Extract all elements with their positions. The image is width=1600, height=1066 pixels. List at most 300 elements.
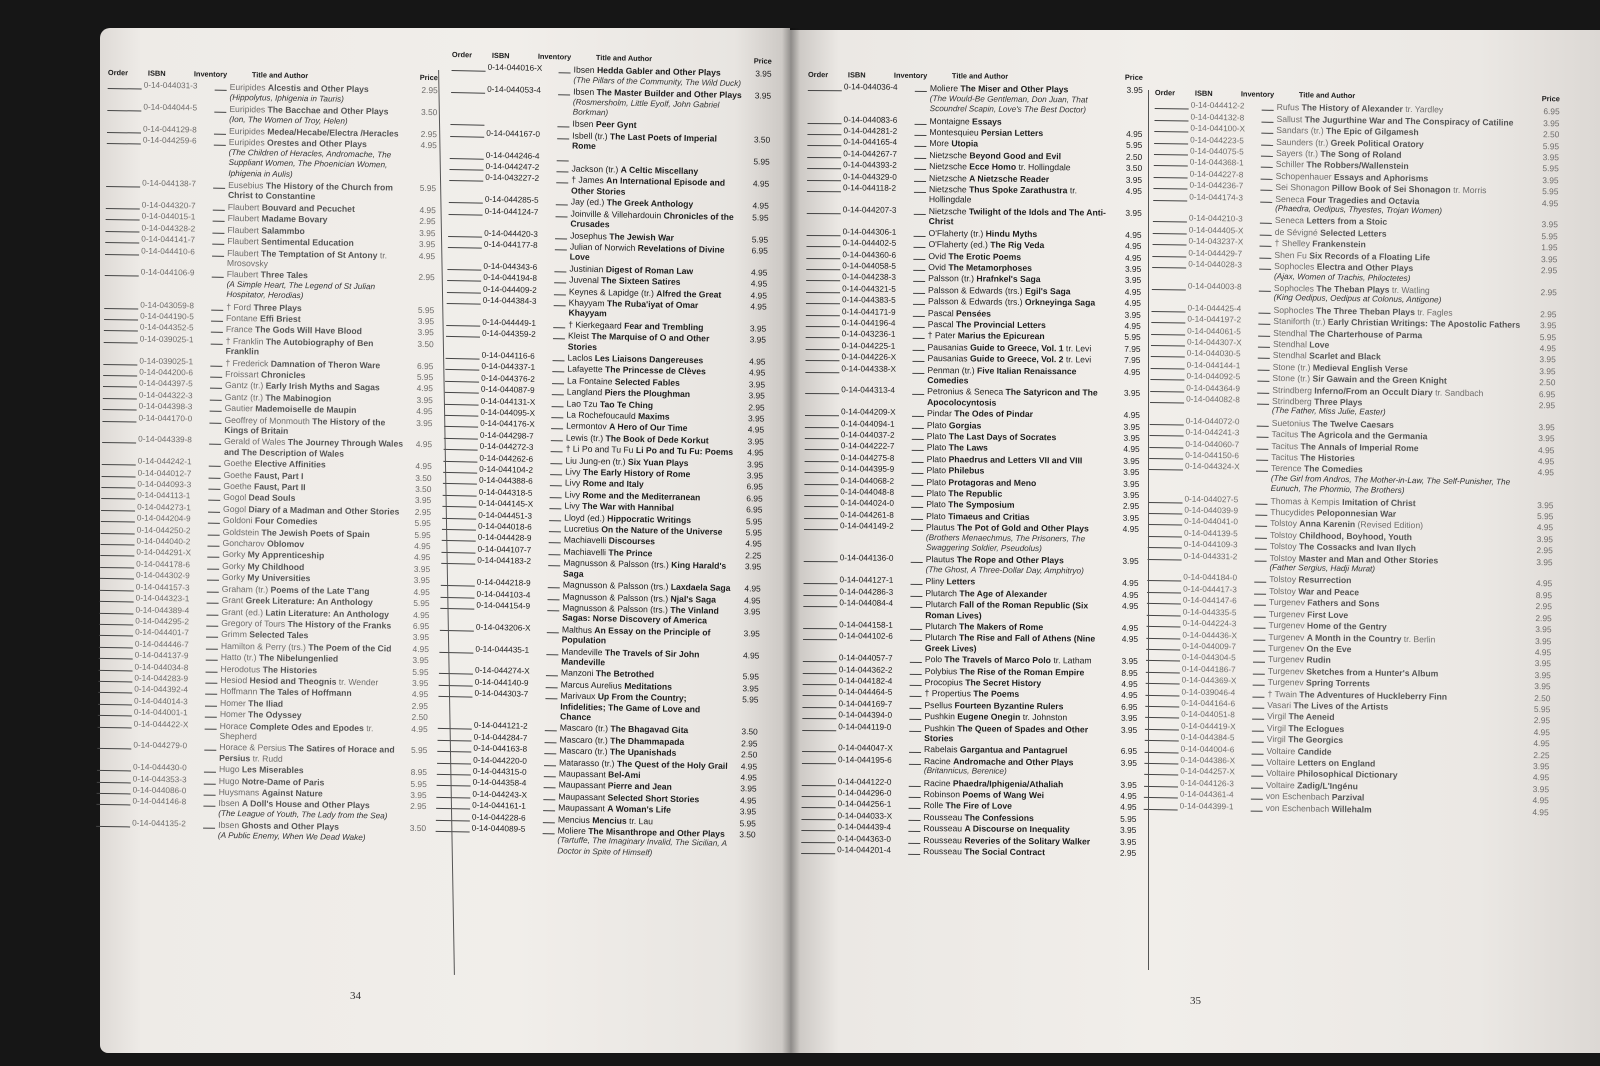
inventory-field (1260, 238, 1272, 247)
order-quantity-field[interactable] (448, 227, 482, 237)
order-quantity-field[interactable] (1154, 135, 1188, 145)
order-quantity-field[interactable] (1153, 180, 1187, 190)
order-quantity-field[interactable] (1149, 461, 1183, 471)
author-name: Jay (ed.) (570, 196, 605, 208)
book-price: 6.95 (412, 620, 430, 632)
order-quantity-field[interactable] (449, 194, 483, 204)
order-quantity-field[interactable] (1148, 505, 1182, 515)
title-and-author (570, 241, 744, 265)
order-quantity-field[interactable] (1150, 383, 1184, 393)
order-quantity-field[interactable] (107, 124, 141, 134)
inventory-field (1259, 261, 1271, 270)
order-quantity-field[interactable] (104, 311, 138, 321)
book-price: 3.95 (1125, 174, 1143, 185)
order-quantity-field[interactable] (99, 616, 133, 626)
order-quantity-field[interactable] (98, 718, 132, 728)
author-name: Turgenev (1268, 608, 1305, 620)
book-price: 4.95 (416, 383, 434, 394)
order-quantity-field[interactable] (801, 834, 835, 843)
book-title: The Last Poets of Imperial Rome (571, 131, 718, 152)
order-quantity-field[interactable] (1146, 675, 1180, 685)
order-quantity-field[interactable] (803, 631, 837, 640)
order-quantity-field[interactable] (803, 665, 837, 674)
author-name: de Sévigné (1274, 226, 1318, 238)
order-quantity-field[interactable] (805, 441, 839, 450)
order-quantity-field[interactable] (444, 418, 478, 428)
order-quantity-field[interactable] (801, 811, 835, 820)
order-quantity-field[interactable] (443, 487, 477, 497)
order-quantity-field[interactable] (1153, 213, 1187, 223)
order-quantity-field[interactable] (105, 245, 139, 255)
order-quantity-field[interactable] (102, 434, 136, 444)
order-quantity-field[interactable] (444, 407, 478, 417)
order-quantity-field[interactable] (802, 755, 836, 764)
book-price: 3.95 (743, 627, 760, 639)
order-quantity-field[interactable] (106, 211, 140, 221)
order-quantity-field[interactable] (1151, 326, 1185, 336)
order-quantity-field[interactable] (1147, 572, 1181, 582)
isbn-number: 0-14-039025-1 (139, 334, 194, 345)
order-quantity-field[interactable] (801, 845, 835, 854)
order-quantity-field[interactable] (802, 777, 836, 786)
order-quantity-field[interactable] (804, 553, 838, 562)
inventory-field (1255, 495, 1267, 504)
order-quantity-field[interactable] (802, 722, 836, 731)
isbn-number: 0-14-039025-1 (139, 356, 194, 366)
order-quantity-field[interactable] (443, 464, 477, 474)
order-quantity-field[interactable] (449, 172, 483, 182)
order-quantity-field[interactable] (807, 183, 841, 192)
isbn-number: 0-14-044147-6 (1182, 595, 1237, 606)
order-quantity-field[interactable] (1153, 236, 1187, 246)
order-quantity-field[interactable] (102, 456, 136, 466)
isbn-number: 0-14-044337-1 (481, 362, 536, 373)
order-quantity-field[interactable] (805, 385, 839, 394)
order-quantity-field[interactable] (99, 650, 133, 660)
order-quantity-field[interactable] (100, 559, 134, 569)
order-quantity-field[interactable] (1148, 516, 1182, 526)
isbn-number: 0-14-044093-3 (137, 479, 192, 490)
order-quantity-field[interactable] (1151, 360, 1185, 370)
order-quantity-field[interactable] (452, 62, 486, 72)
order-quantity-field[interactable] (103, 378, 137, 388)
order-quantity-field[interactable] (806, 341, 840, 350)
book-price: 3.95 (743, 606, 761, 617)
order-quantity-field[interactable] (103, 367, 137, 377)
order-quantity-field[interactable] (1154, 123, 1188, 133)
book-price: 2.95 (741, 737, 758, 749)
order-quantity-field[interactable] (449, 161, 483, 171)
order-quantity-field[interactable] (1153, 192, 1187, 202)
book-price: 3.95 (1538, 421, 1555, 433)
order-quantity-field[interactable] (805, 453, 839, 462)
order-quantity-field[interactable] (806, 272, 840, 281)
book-title: A Doll's House and Other Plays (241, 798, 370, 811)
order-quantity-field[interactable] (441, 577, 475, 587)
order-quantity-field[interactable] (107, 135, 141, 145)
book-title: Selected Tales (249, 629, 309, 641)
order-quantity-field[interactable] (804, 476, 838, 485)
order-quantity-field[interactable] (1145, 686, 1179, 696)
order-quantity-field[interactable] (1145, 721, 1179, 731)
book-title: Zadig/L'Ingénu (1297, 780, 1358, 792)
order-quantity-field[interactable] (805, 419, 839, 428)
order-quantity-field[interactable] (806, 249, 840, 258)
order-quantity-field[interactable] (806, 318, 840, 327)
order-quantity-field[interactable] (97, 762, 131, 772)
order-quantity-field[interactable] (445, 373, 479, 383)
inventory-field (1253, 654, 1265, 663)
author-name: Tolstoy (1269, 541, 1297, 552)
order-quantity-field[interactable] (98, 684, 132, 694)
book-title: A Celtic Miscellany (620, 164, 699, 177)
order-quantity-field[interactable] (1153, 225, 1187, 235)
order-quantity-field[interactable] (1151, 314, 1185, 324)
book-title: Beyond Good and Evil (969, 150, 1062, 162)
order-quantity-field[interactable] (1151, 337, 1185, 347)
order-quantity-field[interactable] (803, 598, 837, 607)
book-title: Home of the Gentry (1306, 620, 1387, 632)
title-and-author (928, 296, 1117, 308)
isbn-number: 0-14-044034-8 (134, 662, 189, 672)
isbn-number: 0-14-044315-0 (472, 766, 527, 777)
order-quantity-field[interactable] (439, 665, 473, 675)
order-quantity-field[interactable] (450, 116, 484, 126)
order-quantity-field[interactable] (802, 799, 836, 808)
book-title: Faust, Part II (253, 481, 306, 493)
order-quantity-field[interactable] (103, 401, 137, 411)
order-quantity-field[interactable] (1147, 595, 1181, 605)
order-quantity-field[interactable] (807, 160, 841, 169)
isbn-number: 0-14-044275-8 (840, 453, 895, 463)
order-quantity-field[interactable] (1150, 394, 1184, 404)
inventory-field (211, 324, 223, 333)
order-quantity-field[interactable] (802, 710, 836, 719)
order-quantity-field[interactable] (807, 205, 841, 214)
book-title: The History of Alexander (1301, 102, 1404, 115)
order-quantity-field[interactable] (804, 464, 838, 473)
order-quantity-field[interactable] (447, 261, 481, 271)
order-quantity-field[interactable] (1154, 146, 1188, 156)
order-quantity-field[interactable] (804, 575, 838, 584)
order-quantity-field[interactable] (1150, 416, 1184, 426)
order-quantity-field[interactable] (108, 80, 142, 90)
order-quantity-field[interactable] (98, 696, 132, 706)
order-quantity-field[interactable] (807, 149, 841, 158)
order-quantity-field[interactable] (438, 688, 472, 698)
order-quantity-field[interactable] (1145, 698, 1179, 708)
isbn-number: 0-14-044149-2 (839, 521, 894, 532)
isbn-number: 0-14-044154-9 (476, 600, 531, 611)
book-price: 4.95 (1125, 185, 1143, 196)
order-quantity-field[interactable] (446, 328, 480, 338)
order-quantity-field[interactable] (1151, 303, 1185, 313)
book-title: Selected Short Stories (607, 792, 700, 805)
order-quantity-field[interactable] (803, 676, 837, 685)
order-quantity-field[interactable] (445, 396, 479, 406)
order-quantity-field[interactable] (1150, 427, 1184, 437)
order-quantity-field[interactable] (1154, 157, 1188, 167)
order-quantity-field[interactable] (804, 487, 838, 496)
order-quantity-field[interactable] (97, 785, 131, 795)
order-quantity-field[interactable] (101, 513, 135, 523)
order-quantity-field[interactable] (443, 453, 477, 463)
order-quantity-field[interactable] (101, 502, 135, 512)
order-quantity-field[interactable] (803, 587, 837, 596)
order-quantity-field[interactable] (1147, 618, 1181, 628)
inventory-field (554, 297, 566, 306)
order-quantity-field[interactable] (105, 267, 139, 277)
order-quantity-field[interactable] (103, 356, 137, 366)
order-quantity-field[interactable] (100, 547, 134, 557)
order-quantity-field[interactable] (102, 413, 136, 423)
order-quantity-field[interactable] (447, 283, 481, 293)
header-price: Price (753, 56, 772, 66)
isbn-number: 0-14-044272-3 (479, 441, 534, 453)
order-quantity-field[interactable] (1152, 281, 1186, 291)
book-price: 2.95 (420, 128, 438, 140)
order-quantity-field[interactable] (805, 407, 839, 416)
order-quantity-field[interactable] (105, 223, 139, 233)
book-price: 4.95 (749, 356, 766, 367)
order-quantity-field[interactable] (449, 206, 483, 216)
title-and-author (573, 65, 747, 89)
isbn-number: 0-14-044267-7 (843, 149, 898, 159)
book-price: 4.95 (413, 609, 430, 620)
author-name: Turgenev (1268, 619, 1305, 631)
order-quantity-field[interactable] (107, 102, 141, 112)
order-quantity-field[interactable] (105, 234, 139, 244)
order-quantity-field[interactable] (807, 172, 841, 181)
order-quantity-field[interactable] (101, 490, 135, 500)
order-quantity-field[interactable] (437, 743, 471, 753)
title-and-author (229, 82, 413, 106)
order-quantity-field[interactable] (807, 137, 841, 146)
order-quantity-field[interactable] (1145, 743, 1179, 753)
inventory-field (549, 523, 561, 532)
order-quantity-field[interactable] (801, 822, 835, 831)
order-quantity-field[interactable] (104, 300, 138, 310)
order-quantity-field[interactable] (447, 272, 481, 282)
order-quantity-field[interactable] (442, 498, 476, 508)
order-quantity-field[interactable] (446, 350, 480, 360)
book-price: 4.95 (739, 795, 757, 806)
order-quantity-field[interactable] (1148, 528, 1182, 538)
order-quantity-field[interactable] (1145, 732, 1179, 742)
order-quantity-field[interactable] (99, 639, 133, 649)
order-quantity-field[interactable] (1148, 551, 1182, 561)
author-name: Flaubert (227, 247, 259, 258)
order-quantity-field[interactable] (808, 82, 842, 91)
order-quantity-field[interactable] (805, 352, 839, 361)
order-quantity-field[interactable] (441, 588, 475, 598)
translator-note: tr. Shepherd (219, 722, 374, 742)
order-quantity-field[interactable] (96, 796, 130, 806)
isbn-number: 0-14-044364-9 (1186, 383, 1241, 393)
order-quantity-field[interactable] (101, 479, 135, 489)
order-quantity-field[interactable] (101, 525, 135, 535)
order-quantity-field[interactable] (1154, 112, 1188, 122)
title-and-author (925, 677, 1114, 689)
inventory-field (1251, 802, 1263, 811)
order-quantity-field[interactable] (1154, 169, 1188, 179)
order-quantity-field[interactable] (437, 777, 471, 787)
order-quantity-field[interactable] (436, 811, 470, 821)
book-price: 5.95 (1541, 230, 1558, 242)
order-quantity-field[interactable] (1149, 450, 1183, 460)
order-quantity-field[interactable] (439, 643, 473, 653)
order-quantity-field[interactable] (1146, 664, 1180, 674)
isbn-number: 0-14-044392-4 (134, 684, 189, 695)
order-quantity-field[interactable] (104, 334, 138, 344)
title-and-author (926, 477, 1115, 489)
order-quantity-field[interactable] (806, 295, 840, 304)
order-quantity-field[interactable] (106, 200, 140, 210)
order-quantity-field[interactable] (1148, 494, 1182, 504)
isbn-number: 0-14-044204-9 (136, 513, 191, 524)
order-quantity-field[interactable] (1147, 607, 1181, 617)
order-quantity-field[interactable] (101, 536, 135, 546)
order-quantity-field[interactable] (807, 227, 841, 236)
order-quantity-field[interactable] (440, 600, 474, 610)
order-quantity-field[interactable] (806, 261, 840, 270)
inventory-field (909, 700, 921, 709)
order-quantity-field[interactable] (98, 707, 132, 717)
order-quantity-field[interactable] (438, 720, 472, 730)
order-quantity-field[interactable] (103, 390, 137, 400)
order-quantity-field[interactable] (437, 766, 471, 776)
isbn-number: 0-14-044190-5 (140, 311, 194, 322)
book-price: 5.95 (1125, 140, 1143, 151)
order-quantity-field[interactable] (104, 322, 138, 332)
order-quantity-field[interactable] (804, 498, 838, 507)
inventory-field (1252, 722, 1264, 731)
order-quantity-field[interactable] (802, 743, 836, 752)
order-quantity-field[interactable] (1148, 539, 1182, 549)
order-quantity-field[interactable] (437, 754, 471, 764)
order-quantity-field[interactable] (1150, 371, 1184, 381)
order-quantity-field[interactable] (438, 732, 472, 742)
order-quantity-field[interactable] (806, 284, 840, 293)
order-quantity-field[interactable] (1147, 584, 1181, 594)
order-quantity-field[interactable] (440, 622, 474, 632)
order-quantity-field[interactable] (1144, 778, 1178, 788)
order-quantity-field[interactable] (450, 150, 484, 160)
book-price: 6.95 (746, 493, 763, 504)
order-quantity-field[interactable] (436, 800, 470, 810)
order-quantity-field[interactable] (1144, 766, 1178, 776)
isbn-number: 0-14-044302-9 (135, 570, 190, 581)
order-quantity-field[interactable] (447, 295, 481, 305)
order-quantity-field[interactable] (805, 364, 839, 373)
inventory-field (913, 262, 925, 271)
order-quantity-field[interactable] (445, 361, 479, 371)
order-quantity-field[interactable] (100, 570, 134, 580)
order-quantity-field[interactable] (100, 593, 134, 603)
order-quantity-field[interactable] (803, 687, 837, 696)
order-quantity-field[interactable] (1146, 629, 1180, 639)
book-price: 4.95 (1121, 690, 1138, 701)
author-name: Palsson (tr.) (928, 273, 975, 284)
order-quantity-field[interactable] (99, 661, 133, 671)
order-quantity-field[interactable] (808, 115, 842, 124)
order-quantity-field[interactable] (1152, 248, 1186, 258)
isbn-number: 0-14-044286-3 (839, 586, 894, 597)
order-quantity-field[interactable] (442, 510, 476, 520)
book-title: The Early History of Rome (582, 466, 691, 480)
order-quantity-field[interactable] (97, 740, 131, 750)
order-quantity-field[interactable] (97, 774, 131, 784)
order-quantity-field[interactable] (1152, 259, 1186, 269)
order-quantity-field[interactable] (100, 582, 134, 592)
order-quantity-field[interactable] (803, 653, 837, 662)
order-quantity-field[interactable] (1146, 652, 1180, 662)
book-title: The Betrothed (595, 668, 655, 680)
translator-note: tr. Wender (338, 676, 379, 688)
order-quantity-field[interactable] (99, 604, 133, 614)
order-quantity-field[interactable] (802, 788, 836, 797)
order-quantity-field[interactable] (96, 818, 130, 828)
order-quantity-field[interactable] (102, 468, 136, 478)
isbn-number: 0-14-044259-6 (142, 135, 197, 146)
order-quantity-field[interactable] (439, 677, 473, 687)
order-quantity-field[interactable] (807, 126, 841, 135)
order-quantity-field[interactable] (451, 84, 485, 94)
order-quantity-field[interactable] (450, 128, 484, 138)
book-price: 2.95 (418, 272, 435, 283)
order-quantity-field[interactable] (448, 239, 482, 249)
inventory-field (912, 431, 924, 440)
order-quantity-field[interactable] (1151, 348, 1185, 358)
order-quantity-field[interactable] (106, 178, 140, 188)
isbn-number: 0-14-044126-3 (1180, 778, 1234, 789)
isbn-number: 0-14-044284-7 (473, 732, 528, 743)
order-quantity-field[interactable] (804, 521, 838, 530)
order-quantity-field[interactable] (804, 510, 838, 519)
order-quantity-field[interactable] (443, 475, 477, 485)
book-title: Three Tales (260, 269, 308, 281)
order-quantity-field[interactable] (1146, 641, 1180, 651)
book-title: Elective Affinities (254, 458, 326, 470)
order-quantity-field[interactable] (806, 307, 840, 316)
order-quantity-field[interactable] (446, 317, 480, 327)
order-quantity-field[interactable] (1149, 439, 1183, 449)
order-quantity-field[interactable] (98, 673, 132, 683)
order-quantity-field[interactable] (806, 238, 840, 247)
order-quantity-field[interactable] (436, 823, 470, 833)
inventory-field (910, 588, 922, 597)
order-quantity-field[interactable] (806, 329, 840, 338)
contents-note: (Tartuffe, The Imaginary Invalid, The Sicilian, A Doctor in Spite of Himself) (557, 835, 727, 858)
catalog-column-2 (435, 50, 772, 862)
book-title: The Pot of Gold and Other Plays (957, 522, 1089, 534)
order-quantity-field[interactable] (436, 789, 470, 799)
book-price: 4.95 (420, 140, 437, 151)
order-quantity-field[interactable] (444, 430, 478, 440)
title-and-author (219, 742, 403, 766)
book-title: The Sixteen Satires (601, 275, 681, 287)
order-quantity-field[interactable] (803, 620, 837, 629)
order-quantity-field[interactable] (1145, 709, 1179, 719)
order-quantity-field[interactable] (99, 627, 133, 637)
order-quantity-field[interactable] (445, 384, 479, 394)
order-quantity-field[interactable] (1144, 755, 1178, 765)
order-quantity-field[interactable] (1155, 100, 1189, 110)
book-title: The Greek Anthology (606, 197, 694, 210)
order-quantity-field[interactable] (802, 699, 836, 708)
order-quantity-field[interactable] (805, 430, 839, 439)
order-quantity-field[interactable] (444, 441, 478, 451)
